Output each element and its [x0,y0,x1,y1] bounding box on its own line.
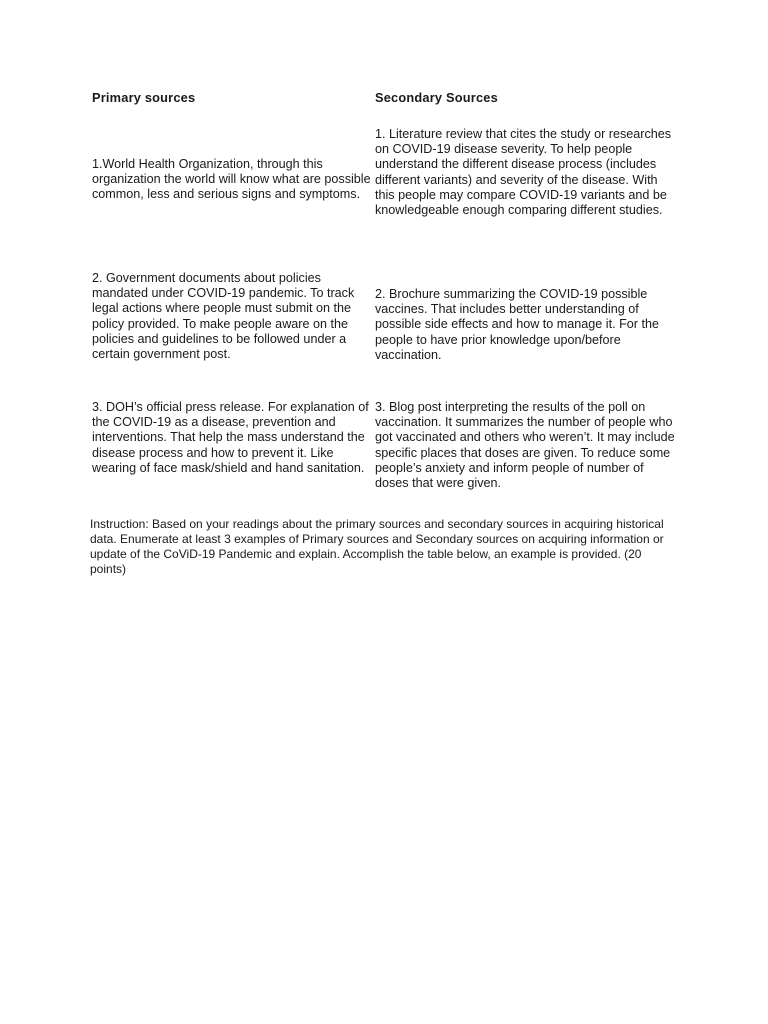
secondary-source-2: 2. Brochure summarizing the COVID-19 possible vaccines. That includes better understanding of possible side effects and how to manage it. For the people to have prior knowledge upon/before vaccination. [375,287,659,362]
primary-source-2: 2. Government documents about policies mandated under COVID-19 pandemic. To track legal actions where people must submit on the policy provided. To make people aware on the policies and guidelines to be followed under a certain government post. [92,271,355,362]
secondary-sources-heading: Secondary Sources [375,90,498,105]
primary-source-1: 1.World Health Organization, through this organization the world will know what are possible common, less and serious signs and symptoms. [92,157,371,202]
secondary-source-3: 3. Blog post interpreting the results of the poll on vaccination. It summarizes the number of people who got vaccinated and others who weren’t. It may include specific places that doses are given. To reduce some people’s anxiety and inform people of number of doses that were given. [375,400,675,491]
secondary-source-1: 1. Literature review that cites the study or researches on COVID-19 disease severity. To help people understand the different disease process (includes different variants) and severity of the disease. With this people may compare COVID-19 variants and be knowledgeable enough comparing different studies. [375,127,672,218]
instruction-text: Instruction: Based on your readings about the primary sources and secondary sources in acquiring historical data. Enumerate at least 3 examples of Primary sources and Secondary sources on acquiring information or update of the CoViD-19 Pandemic and explain. Accomplish the table below, an example is provided. (20 points) [90,517,664,576]
primary-source-3: 3. DOH’s official press release. For explanation of the COVID-19 as a disease, prevention and interventions. That help the mass understand the disease process and how to prevent it. Like wearing of face mask/shield and hand sanitation. [92,400,369,475]
primary-sources-heading: Primary sources [92,90,196,105]
